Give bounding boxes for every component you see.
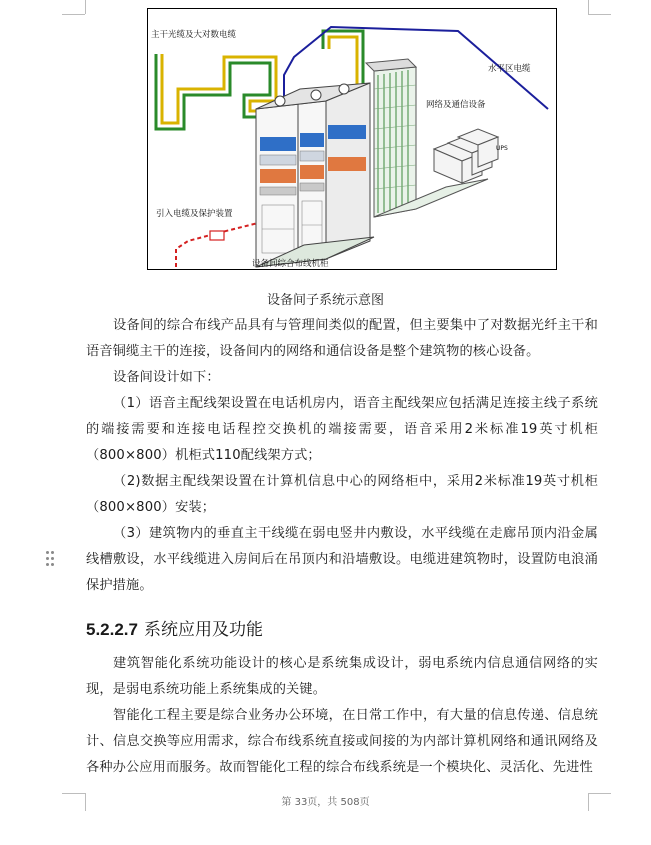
paragraph-3: （1）语音主配线架设置在电话机房内，语音主配线架应包括满足连接主线子系统的端接需要和连接电话程控交换机的端接需要，语音采用2米标准19英寸机柜（800×800）机柜式110配线架方式；: [86, 396, 598, 463]
section-heading: [86, 615, 263, 640]
label-ups: UPS: [496, 145, 508, 152]
label-cabinet: 设备间综合布线机柜: [252, 259, 329, 269]
label-horizontal-cable: 水平区电缆: [488, 64, 531, 74]
surge-protector-box: [210, 231, 224, 240]
ups-units: [434, 129, 498, 183]
crop-mark-top-left-vertical: [85, 0, 86, 14]
paragraph-7: 智能化工程主要是综合业务办公环境，在日常工作中，有大量的信息传递、信息统计、信息交换等应用需求，综合布线系统直接或间接的为内部计算机网络和通讯网络及各种办公应用而服务。故而智能化工程的综合布线系统是一个模块化、灵活化、先进性: [86, 708, 598, 775]
paragraph-1: 设备间的综合布线产品具有与管理间类似的配置，但主要集中了对数据光纤主干和语音铜缆主干的连接，设备间内的网络和通信设备是整个建筑物的核心设备。: [86, 318, 598, 359]
section-number: 5.2.2.7: [86, 620, 138, 639]
figure-caption: 设备间子系统示意图: [266, 293, 384, 308]
crop-mark-top-left-horizontal: [62, 14, 85, 15]
paragraph-2: 设备间设计如下：: [113, 370, 220, 385]
wiring-cabinets: [256, 83, 374, 267]
page-footer: 第 33页，共 508页: [281, 797, 370, 808]
label-lead-in: 引入电缆及保护装置: [156, 209, 233, 219]
paragraph-4: （2)数据主配线架设置在计算机信息中心的网络柜中，采用2米标准19英寸机柜（800×800）安装；: [86, 474, 598, 515]
paragraph-5: （3）建筑物内的垂直主干线缆在弱电竖井内敷设，水平线缆在走廊吊顶内沿金属线槽敷设，水平线缆进入房间后在吊顶内和沿墙敷设。电缆进建筑物时，设置防电浪涌保护措施。: [86, 526, 598, 593]
equipment-room-diagram: [147, 8, 557, 270]
drag-handle-icon[interactable]: [46, 551, 56, 569]
label-network-equipment: 网络及通信设备: [426, 100, 486, 110]
section-title: 系统应用及功能: [144, 620, 263, 640]
paragraph-6: 建筑智能化系统功能设计的核心是系统集成设计，弱电系统内信息通信网络的实现，是弱电系统功能上系统集成的关键。: [86, 656, 598, 697]
crop-mark-top-right-horizontal: [588, 14, 611, 15]
label-backbone-cable: 主干光缆及大对数电缆: [151, 30, 237, 40]
crop-mark-top-right-vertical: [588, 0, 589, 14]
